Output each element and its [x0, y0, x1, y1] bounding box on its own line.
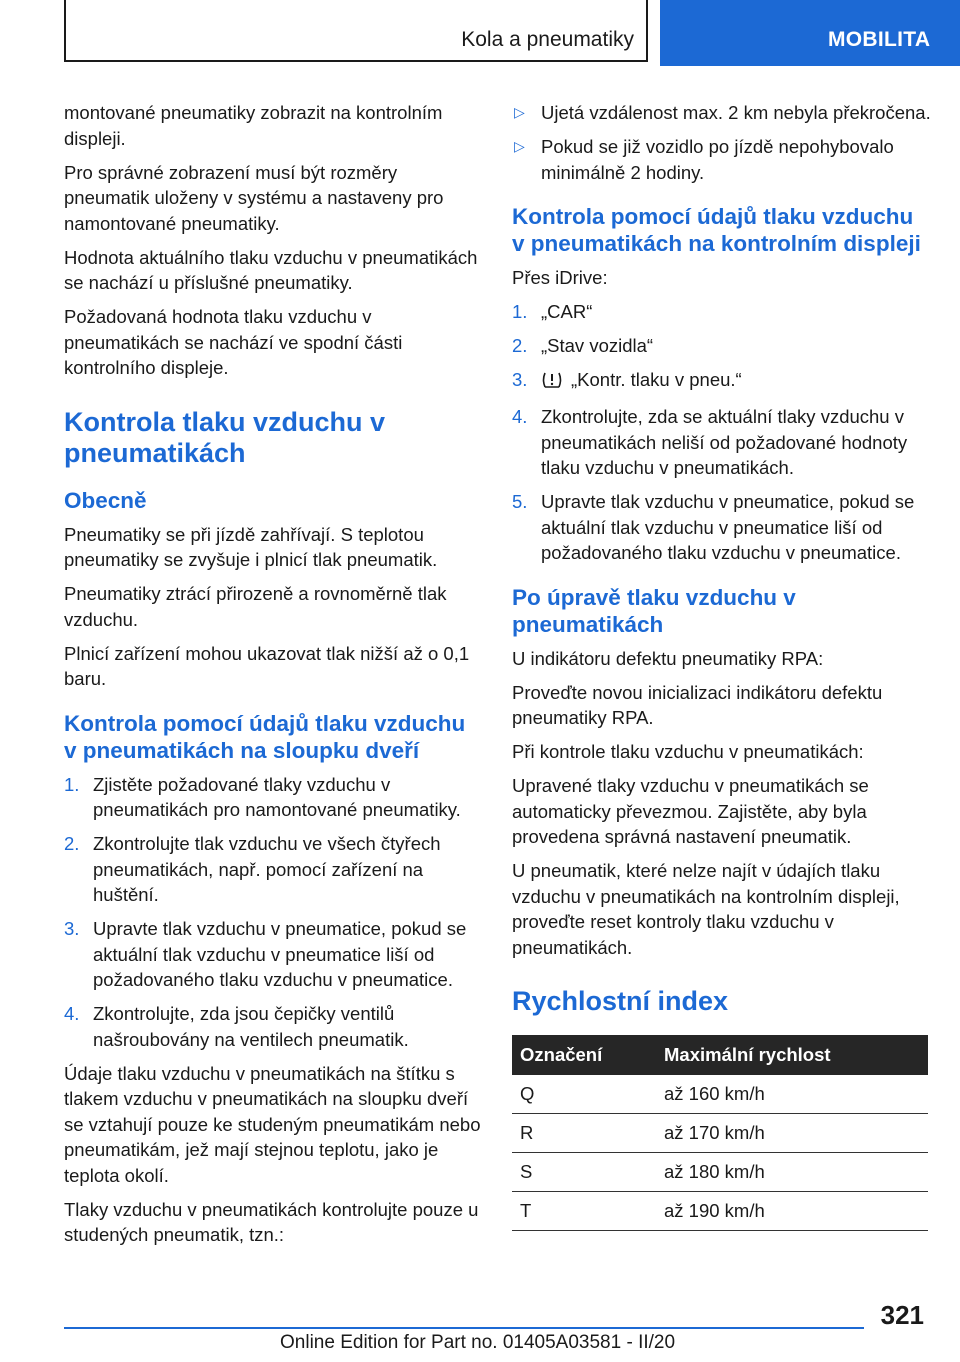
step-number: 5.: [512, 491, 528, 512]
step-text: Zkontrolujte, zda jsou čepičky ventilů našroubovány na ventilech pneumatik.: [93, 1003, 409, 1050]
paragraph: Proveďte novou inicializaci indikátoru defektu pneumatiky RPA.: [512, 681, 883, 728]
page-header: [0, 0, 960, 66]
edition-text: Online Edition for Part no. 01405A03581 - II/20: [280, 1332, 676, 1353]
triangle-bullet-icon: ▷: [514, 138, 525, 154]
subsection-heading: Po úpravě tlaku vzduchu v pneumatikách: [512, 584, 796, 637]
table-cell: R: [512, 1114, 656, 1153]
table-cell: S: [512, 1153, 656, 1192]
subsection-heading: Obecně: [64, 487, 147, 513]
list-item: [512, 333, 932, 359]
list-item: [64, 1001, 482, 1052]
subsection-heading: Kontrola pomocí údajů tlaku vzduchu v pneumatikách na sloupku dveří: [64, 710, 466, 763]
list-item: [512, 100, 932, 126]
list-item: [512, 404, 932, 481]
list-item: [512, 299, 932, 325]
step-text: Upravte tlak vzduchu v pneumatice, pokud se aktuální tlak vzduchu v pneumatice liší od požadovaného tlaku vzduchu v pneumatice.: [541, 491, 915, 563]
step-number: 1.: [64, 773, 80, 795]
paragraph: Hodnota aktuálního tlaku vzduchu v pneumatikách se nachází u příslušné pneumatiky.: [64, 246, 478, 293]
table-cell: až 180 km/h: [656, 1153, 928, 1192]
paragraph: montované pneumatiky zobrazit na kontrolním displeji.: [64, 102, 443, 149]
step-number: 1.: [512, 301, 528, 322]
step-number: 2.: [64, 833, 80, 854]
left-column: [64, 100, 482, 1256]
paragraph: Pro správné zobrazení musí být rozměry pneumatik uloženy v systému a nastaveny pro namontované pneumatiky.: [64, 161, 444, 234]
step-number: 4.: [512, 406, 528, 427]
paragraph: Přes iDrive:: [512, 267, 608, 288]
paragraph: Pneumatiky se při jízdě zahřívají. S teplotou pneumatiky se zvyšuje i plnicí tlak pneumatik.: [64, 523, 438, 570]
speed-index-table: [512, 1035, 928, 1231]
table-row: [512, 1114, 928, 1153]
edition-note: [280, 1332, 675, 1354]
step-text: Zkontrolujte tlak vzduchu ve všech čtyřech pneumatikách, např. pomocí zařízení na huštění.: [93, 833, 441, 905]
table-header-row: [512, 1035, 928, 1075]
table-row: [512, 1192, 928, 1231]
paragraph: Pneumatiky ztrácí přirozeně a rovnoměrně tlak vzduchu.: [64, 583, 447, 630]
table-cell: až 160 km/h: [656, 1075, 928, 1114]
table-cell: až 170 km/h: [656, 1114, 928, 1153]
step-number: 3.: [64, 918, 80, 939]
paragraph: Požadovaná hodnota tlaku vzduchu v pneumatikách se nachází ve spodní části kontrolního displeje.: [64, 306, 403, 378]
column-header: Maximální rychlost: [656, 1035, 928, 1075]
table-cell: až 190 km/h: [656, 1192, 928, 1231]
table-cell: T: [512, 1192, 656, 1231]
section-header-box: [64, 0, 648, 62]
paragraph: Plnicí zařízení mohou ukazovat tlak nižší až o 0,1 baru.: [64, 642, 470, 689]
step-text: „Stav vozidla“: [541, 335, 654, 356]
right-column: [512, 100, 932, 1231]
paragraph: Údaje tlaku vzduchu v pneumatikách na štítku s tlakem vzduchu v pneumatikách na sloupku dveří se vztahují pouze ke studeným pneumatikám nebo pneumatikám, jež mají stejnou teplotu, jako je teplota okolí.: [64, 1062, 481, 1186]
page-number: 321: [880, 1300, 924, 1330]
section-heading: Rychlostní index: [512, 986, 729, 1016]
steps-list: [512, 299, 932, 566]
step-number: 3.: [512, 369, 528, 390]
subsection-heading: Kontrola pomocí údajů tlaku vzduchu v pneumatikách na kontrolním displeji: [512, 204, 921, 256]
footer-divider: [64, 1327, 864, 1329]
bullet-text: Ujetá vzdálenost max. 2 km nebyla překročena.: [541, 102, 931, 123]
list-item: [512, 367, 932, 396]
column-header: Označení: [512, 1035, 656, 1075]
chapter-tab: MOBILITA: [660, 0, 960, 66]
step-text: Zjistěte požadované tlaky vzduchu v pneumatikách pro namontované pneumatiky.: [93, 773, 461, 820]
paragraph: Upravené tlaky vzduchu v pneumatikách se automaticky převezmou. Zajistěte, aby byla provedena správná nastavení pneumatik.: [512, 775, 869, 847]
list-item: [64, 831, 482, 908]
triangle-bullet-icon: ▷: [514, 104, 525, 120]
table-row: [512, 1153, 928, 1192]
section-heading: Kontrola tlaku vzduchu v pneumatikách: [64, 406, 386, 468]
tire-pressure-warning-icon: [541, 370, 563, 396]
list-item: [512, 134, 932, 185]
list-item: [512, 489, 932, 566]
section-title: Kola a pneumatiky: [461, 28, 634, 51]
steps-list: [64, 772, 482, 1053]
step-number: 2.: [512, 335, 528, 356]
list-item: [64, 916, 482, 993]
paragraph: U indikátoru defektu pneumatiky RPA:: [512, 647, 824, 669]
paragraph: Tlaky vzduchu v pneumatikách kontrolujte pouze u studených pneumatik, tzn.:: [64, 1198, 479, 1245]
bullet-list: [512, 100, 932, 185]
step-number: 4.: [64, 1003, 80, 1024]
step-text: „CAR“: [541, 301, 593, 322]
list-item: [64, 772, 482, 823]
paragraph: Při kontrole tlaku vzduchu v pneumatikách:: [512, 741, 864, 762]
step-text: „Kontr. tlaku v pneu.“: [571, 369, 742, 390]
table-cell: Q: [512, 1075, 656, 1114]
bullet-text: Pokud se již vozidlo po jízdě nepohybovalo minimálně 2 hodiny.: [541, 136, 894, 183]
table-row: [512, 1075, 928, 1114]
step-text: Upravte tlak vzduchu v pneumatice, pokud se aktuální tlak vzduchu v pneumatice liší od požadovaného tlaku vzduchu v pneumatice.: [93, 918, 467, 990]
step-text: Zkontrolujte, zda se aktuální tlaky vzduchu v pneumatikách neliší od požadované hodnoty tlaku vzduchu v pneumatikách.: [541, 406, 908, 478]
paragraph: U pneumatik, které nelze najít v údajích tlaku vzduchu v pneumatikách na kontrolním displeji, proveďte reset kontroly tlaku vzduchu v pneumatikách.: [512, 860, 900, 958]
